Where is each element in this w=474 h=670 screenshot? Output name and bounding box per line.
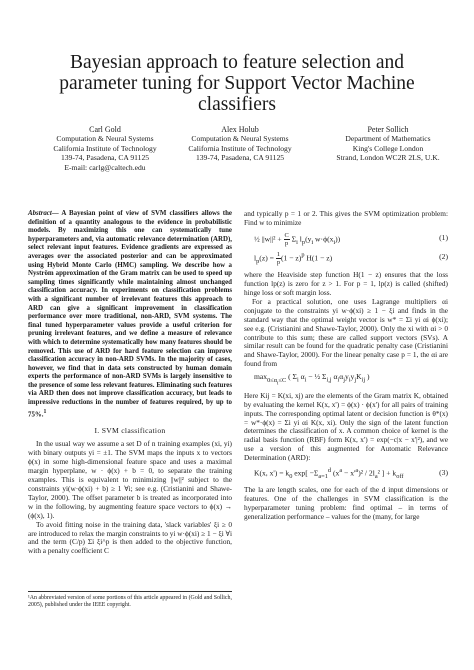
- abstract: [28, 210, 232, 420]
- paragraph: For a practical solution, one uses Lagrange multipliers αi conjugate to the constraints yi w·ϕ(xi) ≥ 1 − ξi and finds in the standard way that the optimal weight vector is w* = Σi yi αi ϕ(xi); see e.g. (Cristianini and Shawe-Taylor, 2000). Only the xi with αi > 0 contribute to this sum; these are called support vectors (SVs). A similar result can be found for the quadratic penalty case (Cristianini and Shawe-Taylor, 2000). For the linear penalty case p = 1, the αi are found from: [244, 296, 448, 369]
- paragraph: Here Kij = K(xi, xj) are the elements of the Gram matrix K, obtained by evaluating the kernel K(x, x') = ϕ(x) · ϕ(x') for all pairs of training inputs. The corresponding optimal latent or decision function is θ*(x) = w*·ϕ(x) = Σi yi αi K(x, xi). Only the sign of the latent function determines the classification of x. A common choice of kernel is the radial basis function (RBF) form K(x, x') = exp(−c|x − x'|²), and we use a version of this augmented for Automatic Relevance Determination (ARD):: [244, 390, 448, 463]
- paragraph: In the usual way we assume a set D of n training examples (xi, yi) with binary outputs yi = ±1. The SVM maps the inputs x to vectors ϕ(x) in some high-dimensional feature space and uses a maximal margin hyperplane, w · ϕ(x) + b = 0, to separate the training examples. This is equivalent to minimizing ||w||² subject to the constraints yi(w·ϕ(xi) + b) ≥ 1 ∀i; see e.g. (Cristianini and Shawe-Taylor, 2000). The offset parameter b is treated as incorporated into w in the following, by augmenting feature space vectors to ϕ(x) → (ϕ(x), 1).: [28, 439, 232, 520]
- author-3: [318, 125, 458, 163]
- equation-body: $l_p(z)$ = $\frac{1}{p}$ $(1 - z)^p$ H(1 − z): [254, 251, 333, 267]
- equation-1: [244, 232, 448, 248]
- author-affiliation-line: Department of Mathematics: [345, 134, 431, 144]
- author-affiliation-line: King's College London: [352, 143, 424, 153]
- paper-title: Bayesian approach to feature selection and parameter tuning for Support Vector Machine classifiers: [59, 52, 415, 115]
- author-affiliation-line: Strand, London WC2R 2LS, U.K.: [336, 153, 440, 163]
- abstract-label: Abstract: [28, 210, 52, 217]
- right-column: [244, 210, 448, 522]
- author-affiliation-line: Computation & Neural Systems: [56, 134, 154, 144]
- equation-number: (2): [439, 252, 448, 262]
- dual-problem-equation: [244, 373, 448, 388]
- equation-number: (1): [439, 232, 448, 242]
- author-affiliation-line: California Institute of Technology: [53, 143, 157, 153]
- author-affiliation-line: Computation & Neural Systems: [191, 134, 289, 144]
- author-name: Alex Holub: [221, 125, 259, 134]
- abstract-footnote-mark: 1: [43, 408, 47, 415]
- author-affiliation-line: 139-74, Pasadena, CA 91125: [60, 153, 150, 163]
- author-affiliation-line: 139-74, Pasadena, CA 91125: [195, 153, 285, 163]
- equation-2: [244, 251, 448, 267]
- author-email: E-mail: carlg@caltech.edu: [64, 162, 146, 172]
- equation-3: [244, 467, 448, 482]
- paragraph: where the Heaviside step function H(1 − z) ensures that the loss function lp(z) is zero for z > 1. For p = 1, lp(z) is called (shifted) hinge loss or soft margin loss.: [244, 270, 448, 297]
- author-name: Carl Gold: [89, 125, 121, 134]
- author-1: [40, 125, 170, 172]
- abstract-text: — A Bayesian point of view of SVM classifiers allows the definition of a quantity analogous to the evidence in probabilistic models. By maximizing this one can systematically tune hyperparameters and, via automatic relevance determination (ARD), select relevant input features. Evidence gradients are expressed as averages over the associated posterior and can be approximated using Hybrid Monte Carlo (HMC) sampling. We describe how a Nyström approximation of the Gram matrix can be used to speed up sampling times significantly while maintaining almost unchanged classification accuracy. In experiments on classification problems with a significant number of irrelevant features this approach to ARD can give a significant improvement in classification performance over more traditional, non-ARD, SVM systems. The final tuned hyperparameter values provide a useful criterion for pruning irrelevant features, and we define a measure of relevance with which to determine systematically how many features should be removed. This use of ARD for hard feature selection can improve classification accuracy in non-ARD SVMs. In the majority of cases, however, we find that in data sets constructed by human domain experts the performance of non-ARD SVMs is largely insensitive to the presence of some less relevant features. Eliminating such features via ARD then does not improve classification accuracy, but leads to impressive reductions in the number of features required, by up to 75%.: [28, 210, 232, 418]
- equation-number: (3): [439, 468, 448, 478]
- equation-body: $\max_{0\le\alpha_i\le C}$ ( $\Sigma_i$ $\alpha_i$ − ½ $\Sigma_{i,j}$ $\alpha_i\alpha_jy_iy_jK_{ij}$ ): [254, 372, 370, 386]
- equation-body: ½ ||w||² + $\frac{C}{p}$ $\Sigma_i$ $l_p(y_i$ $w\cdot\phi(x_i)$): [254, 231, 341, 247]
- footnote: ¹An abbreviated version of some portions of this article appeared in (Gold and Sollich, 2005), published under the IEEE copyright.: [28, 591, 232, 609]
- author-2: [175, 125, 305, 163]
- paragraph: and typically p = 1 or 2. This gives the SVM optimization problem: Find w to minimize: [244, 209, 448, 227]
- author-affiliation-line: California Institute of Technology: [188, 143, 292, 153]
- equation-body: K(x, $x') = k_0$ $\exp[ -\Sigma_{a=1}^d$ $(x^a - x'^a)^2 / 2l_a^2$ ] + $k_{off}$: [254, 467, 404, 481]
- paragraph: The la are length scales, one for each of the d input dimensions or features. One of the challenges in SVM classification is the hyperparameter tuning problem: find optimal – in terms of generalization performance – values for the (many, for large: [244, 485, 448, 521]
- left-column: [28, 210, 232, 556]
- paragraph: To avoid fitting noise in the training data, 'slack variables' ξi ≥ 0 are introduced to relax the margin constraints to yi w·ϕ(xi) ≥ 1 − ξi ∀i and the term (C/p) Σi ξi^p is then added to the objective function, with a penalty coefficient C: [28, 519, 232, 556]
- section-heading: I. SVM classification: [94, 425, 166, 435]
- author-name: Peter Sollich: [367, 125, 409, 134]
